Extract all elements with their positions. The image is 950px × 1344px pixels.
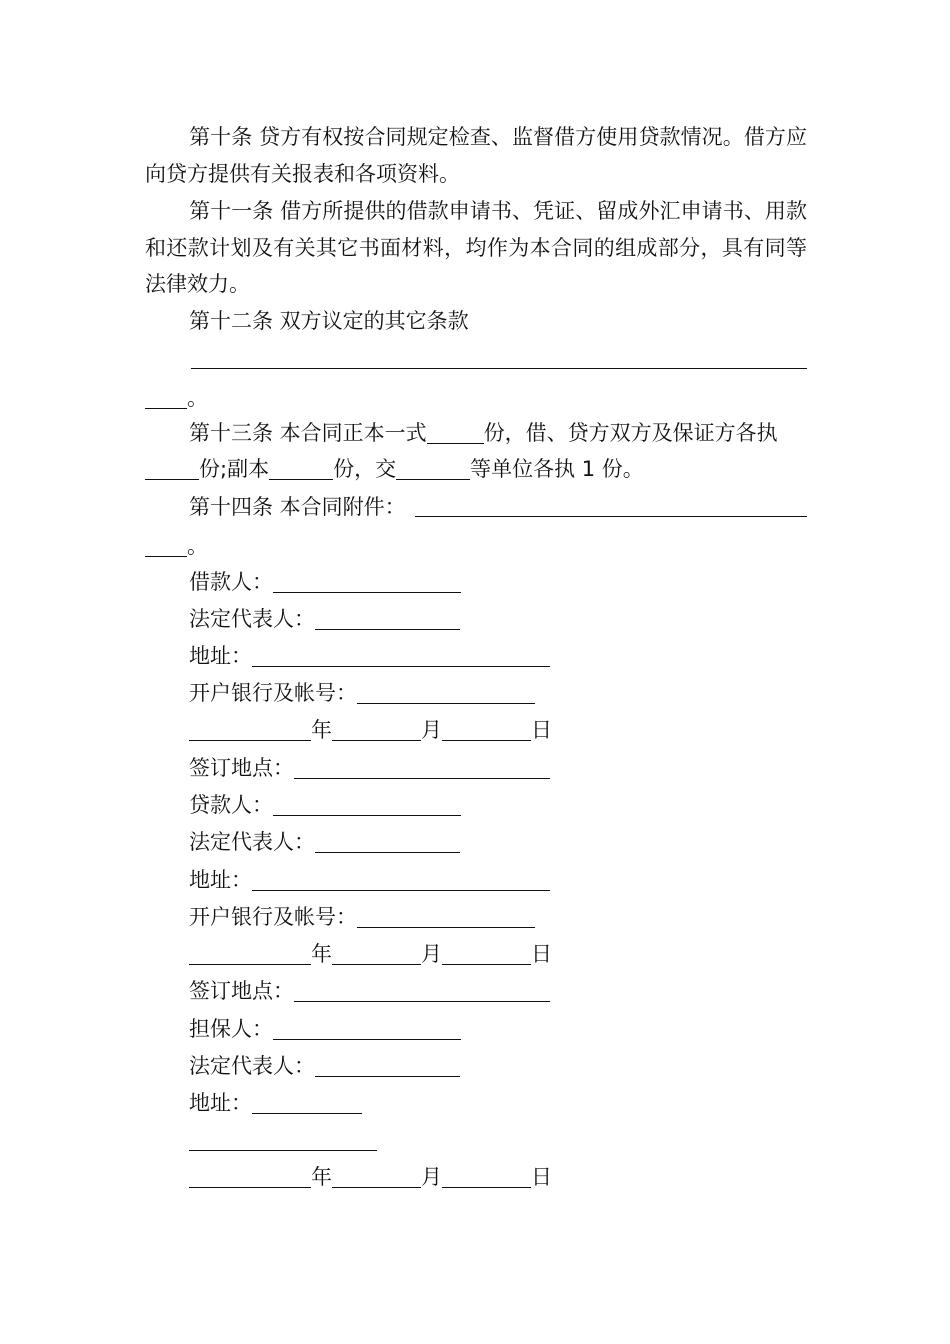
lender-bank-label: 开户银行及帐号： [189, 905, 357, 929]
guarantor-rep-label: 法定代表人： [189, 1054, 315, 1078]
borrower-place-row [189, 750, 550, 786]
article-12-blank-line[interactable] [191, 368, 807, 369]
guarantor-month-blank[interactable] [332, 1165, 421, 1188]
lender-month-blank[interactable] [332, 942, 421, 965]
guarantor-address-blank[interactable] [252, 1091, 362, 1114]
article-12-tail [145, 380, 208, 416]
borrower-month-label: 月 [421, 718, 442, 742]
article-13-line-2 [145, 451, 644, 487]
lender-address-blank[interactable] [252, 868, 550, 891]
guarantor-address-continued [189, 1122, 377, 1158]
borrower-bank-blank[interactable] [357, 681, 535, 704]
article-12-blank-tail[interactable] [145, 386, 187, 409]
guarantor-address-row [189, 1085, 362, 1121]
guarantor-day-blank[interactable] [442, 1165, 531, 1188]
lender-rep-row [189, 824, 460, 860]
guarantor-name-label: 担保人： [189, 1017, 273, 1041]
borrower-name-blank[interactable] [273, 570, 461, 593]
lender-place-row [189, 973, 550, 1009]
article-13-text-4: 份，交 [333, 457, 397, 481]
guarantor-day-label: 日 [531, 1165, 552, 1189]
borrower-rep-blank[interactable] [315, 607, 460, 630]
article-14-tail [145, 528, 208, 564]
lender-bank-blank[interactable] [357, 905, 535, 928]
borrower-year-label: 年 [311, 718, 332, 742]
lender-rep-blank[interactable] [315, 830, 460, 853]
borrower-name-row [189, 564, 461, 600]
article-13-line-1 [189, 415, 778, 451]
copies-duplicate-blank[interactable] [269, 457, 333, 480]
units-blank[interactable] [396, 457, 470, 480]
lender-rep-label: 法定代表人： [189, 830, 315, 854]
borrower-address-row [189, 638, 550, 674]
article-14 [189, 489, 406, 525]
copies-each-blank[interactable] [145, 457, 199, 480]
borrower-day-blank[interactable] [442, 718, 531, 741]
borrower-day-label: 日 [531, 718, 552, 742]
article-11 [145, 193, 807, 303]
borrower-address-blank[interactable] [252, 644, 550, 667]
lender-bank-row [189, 899, 535, 935]
borrower-rep-row [189, 601, 460, 637]
borrower-date-row [189, 712, 552, 748]
borrower-name-label: 借款人： [189, 570, 273, 594]
article-14-text: 第十四条 本合同附件： [189, 495, 406, 519]
borrower-bank-label: 开户银行及帐号： [189, 681, 357, 705]
copies-original-blank[interactable] [427, 421, 484, 444]
guarantor-year-blank[interactable] [189, 1165, 311, 1188]
lender-address-label: 地址： [189, 868, 252, 892]
article-14-period: 。 [187, 534, 208, 558]
borrower-rep-label: 法定代表人： [189, 607, 315, 631]
guarantor-address-label: 地址： [189, 1091, 252, 1115]
lender-name-blank[interactable] [273, 793, 461, 816]
lender-place-blank[interactable] [294, 979, 550, 1002]
borrower-bank-row [189, 675, 535, 711]
lender-date-row [189, 936, 552, 972]
lender-month-label: 月 [421, 942, 442, 966]
guarantor-date-row [189, 1159, 552, 1195]
guarantor-year-label: 年 [311, 1165, 332, 1189]
guarantor-name-blank[interactable] [273, 1017, 461, 1040]
article-10-text: 第十条 贷方有权按合同规定检查、监督借方使用贷款情况。借方应向贷方提供有关报表和各项资料。 [145, 125, 807, 186]
borrower-place-blank[interactable] [294, 756, 550, 779]
article-13-text-5: 等单位各执 1 份。 [470, 457, 644, 481]
guarantor-month-label: 月 [421, 1165, 442, 1189]
article-10 [145, 119, 807, 192]
article-12: 第十二条 双方议定的其它条款 [189, 309, 469, 333]
lender-name-label: 贷款人： [189, 793, 273, 817]
lender-year-label: 年 [311, 942, 332, 966]
guarantor-name-row [189, 1011, 461, 1047]
lender-day-blank[interactable] [442, 942, 531, 965]
guarantor-extra-blank[interactable] [189, 1128, 377, 1151]
article-14-blank-line[interactable] [415, 516, 807, 517]
guarantor-rep-row [189, 1048, 460, 1084]
guarantor-rep-blank[interactable] [315, 1054, 460, 1077]
lender-year-blank[interactable] [189, 942, 311, 965]
borrower-year-blank[interactable] [189, 718, 311, 741]
borrower-month-blank[interactable] [332, 718, 421, 741]
article-13-text-2: 份，借、贷方双方及保证方各执 [483, 421, 778, 445]
article-13-text-1: 第十三条 本合同正本一式 [189, 421, 427, 445]
article-11-text: 第十一条 借方所提供的借款申请书、凭证、留成外汇申请书、用款和还款计划及有关其它书面材料，均作为本合同的组成部分，具有同等法律效力。 [145, 199, 807, 296]
lender-day-label: 日 [531, 942, 552, 966]
article-14-blank-tail[interactable] [145, 534, 187, 557]
lender-address-row [189, 862, 550, 898]
borrower-place-label: 签订地点： [189, 756, 294, 780]
lender-name-row [189, 787, 461, 823]
lender-place-label: 签订地点： [189, 979, 294, 1003]
article-13-text-3: 份;副本 [199, 457, 270, 481]
borrower-address-label: 地址： [189, 644, 252, 668]
article-12-period: 。 [187, 386, 208, 410]
